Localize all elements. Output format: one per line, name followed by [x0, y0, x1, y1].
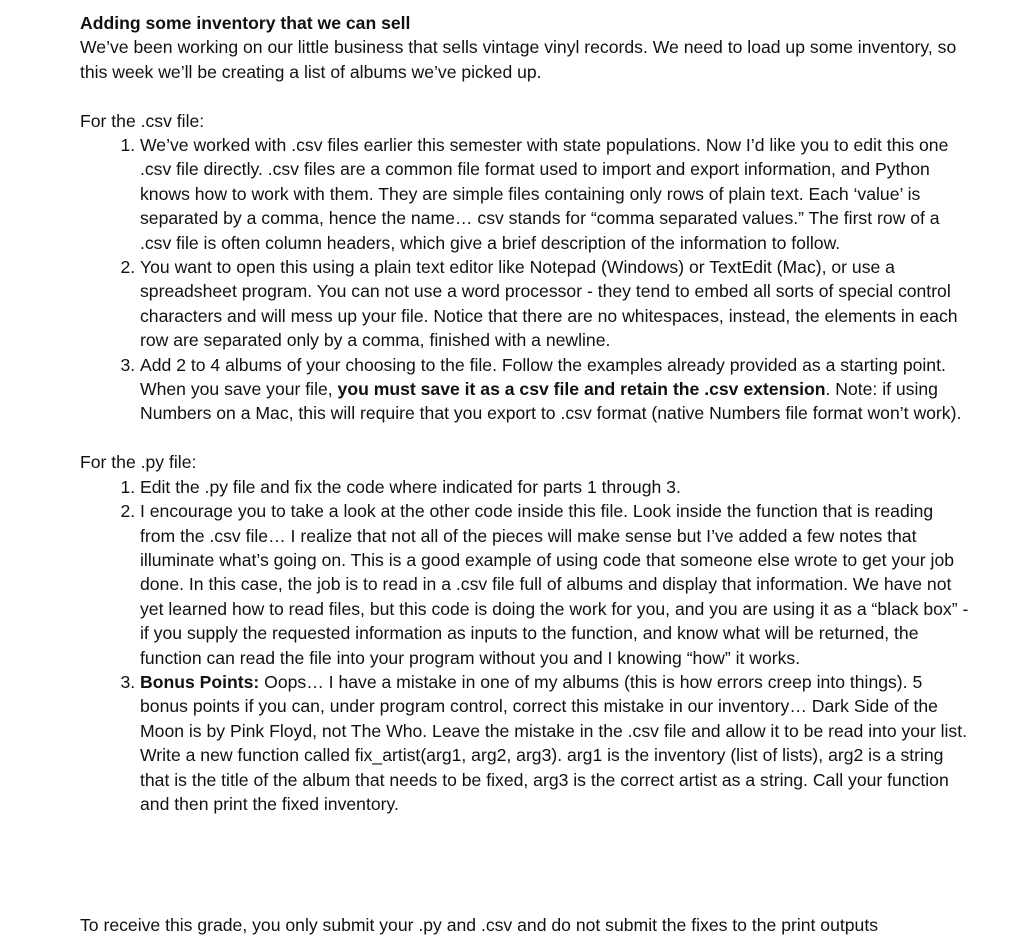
csv-item-3-emphasis: you must save it as a csv file and retain the .csv extension: [337, 379, 826, 400]
spacer: [80, 426, 970, 450]
csv-item-2: 2. You want to open this using a plain text editor like Notepad (Windows) or TextEdit (Mac), or use a spreadsheet program. You can not use a word processor - they tend to embed all sorts of special control characters and will mess up your file. Notice that there are no whitespaces, instead, the elements in each row are separated only by a comma, finished with a newline.: [140, 255, 970, 353]
csv-instructions-list: [80, 133, 970, 426]
csv-item-1: 1. We’ve worked with .csv files earlier this semester with state populations. Now I’d like you to edit this one .csv file directly. .csv files are a common file format used to import and export information, and Python knows how to work with them. They are simple files containing only rows of plain text. Each ‘value’ is separated by a comma, hence the name… csv stands for “comma separated values.” The first row of a .csv file is often column headers, which give a brief description of the information to follow.: [140, 133, 970, 255]
bonus-points-text: Oops… I have a mistake in one of my albums (this is how errors creep into things). 5 bonus points if you can, under program control, correct this mistake in our inventory… Dark Side of the Moon is by Pink Floyd, not The Who. Leave the mistake in the .csv file and allow it to be read into your list. Write a new function called fix_artist(arg1, arg2, arg3). arg1 is the inventory (list of lists), arg2 is a string that is the title of the album that needs to be fixed, arg3 is the correct artist as a string. Call your function and then print the fixed inventory.: [140, 671, 967, 814]
py-section-label: For the .py file:: [80, 452, 197, 473]
csv-item-3: [140, 353, 970, 426]
document-heading: Adding some inventory that we can sell: [80, 13, 411, 33]
intro-paragraph: We’ve been working on our little business that sells vintage vinyl records. We need to load up some inventory, so this week we’ll be creating a list of albums we’ve picked up.: [80, 37, 957, 82]
trailing-cut-off-line: To receive this grade, you only submit your .py and .csv and do not submit the fixes to the print outputs: [80, 915, 879, 935]
py-item-1: 1. Edit the .py file and fix the code where indicated for parts 1 through 3.: [140, 475, 970, 499]
py-instructions-list: [80, 475, 970, 817]
py-item-2: 2. I encourage you to take a look at the other code inside this file. Look inside the function that is reading from the .csv file… I realize that not all of the pieces will make sense but I’ve added a few notes that illuminate what’s going on. This is a good example of using code that someone else wrote to get your job done. In this case, the job is to read in a .csv file full of albums and display that information. We have not yet learned how to read files, but this code is doing the work for you, and you are using it as a “black box” - if you supply the requested information as inputs to the function, and know what will be returned, the function can read the file into your program without you and I knowing “how” it works.: [140, 499, 970, 670]
py-item-3: [140, 670, 970, 816]
csv-section-label: For the .csv file:: [80, 110, 205, 131]
csv-item-3-start: Add 2 to 4 albums of your choosing to the file. Follow the examples already provided as a starting point. When you save your file,: [140, 354, 946, 400]
csv-item-3-end: . Note: if using Numbers on a Mac, this will require that you export to .csv format (native Numbers file format won’t work).: [140, 379, 962, 424]
spacer: [80, 84, 970, 108]
document-body: [80, 11, 970, 816]
bonus-points-label: Bonus Points:: [140, 671, 260, 692]
